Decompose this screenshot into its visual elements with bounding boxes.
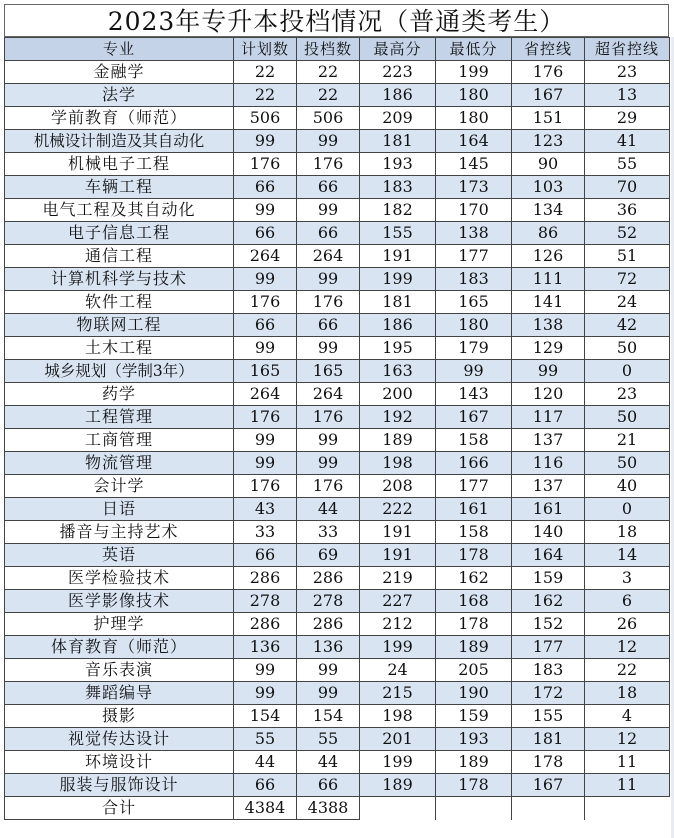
admitted-cell: 286 (297, 567, 360, 590)
control-line-cell: 172 (512, 682, 585, 705)
over-control-cell: 23 (585, 383, 670, 406)
max-score-cell: 192 (360, 406, 436, 429)
control-line-cell: 140 (512, 521, 585, 544)
table-row (5, 245, 670, 268)
over-control-cell: 22 (585, 659, 670, 682)
admitted-cell: 69 (297, 544, 360, 567)
max-score-cell: 209 (360, 107, 436, 130)
table-row (5, 751, 670, 774)
control-line-cell: 129 (512, 337, 585, 360)
major-cell: 物联网工程 (5, 314, 234, 337)
max-score-cell: 199 (360, 268, 436, 291)
total-empty-cell (512, 797, 585, 820)
admitted-cell: 286 (297, 613, 360, 636)
control-line-cell: 167 (512, 774, 585, 797)
max-score-cell: 227 (360, 590, 436, 613)
control-line-cell: 167 (512, 84, 585, 107)
control-line-cell: 151 (512, 107, 585, 130)
min-score-cell: 158 (436, 521, 512, 544)
over-control-cell: 4 (585, 705, 670, 728)
control-line-cell: 116 (512, 452, 585, 475)
min-score-cell: 180 (436, 84, 512, 107)
major-cell: 软件工程 (5, 291, 234, 314)
over-control-cell: 50 (585, 337, 670, 360)
admitted-cell: 99 (297, 337, 360, 360)
max-score-cell: 182 (360, 199, 436, 222)
control-line-cell: 138 (512, 314, 585, 337)
col-header-over-control: 超省控线 (585, 38, 670, 61)
over-control-cell: 29 (585, 107, 670, 130)
major-cell: 摄影 (5, 705, 234, 728)
major-cell: 城乡规划（学制3年） (5, 360, 234, 383)
plan-cell: 136 (234, 636, 297, 659)
max-score-cell: 201 (360, 728, 436, 751)
max-score-cell: 212 (360, 613, 436, 636)
control-line-cell: 178 (512, 751, 585, 774)
plan-cell: 176 (234, 291, 297, 314)
table-row (5, 475, 670, 498)
control-line-cell: 90 (512, 153, 585, 176)
control-line-cell: 137 (512, 475, 585, 498)
control-line-cell: 159 (512, 567, 585, 590)
admitted-cell: 66 (297, 774, 360, 797)
admitted-cell: 165 (297, 360, 360, 383)
min-score-cell: 138 (436, 222, 512, 245)
plan-cell: 43 (234, 498, 297, 521)
plan-cell: 66 (234, 314, 297, 337)
over-control-cell: 70 (585, 176, 670, 199)
over-control-cell: 11 (585, 774, 670, 797)
min-score-cell: 177 (436, 245, 512, 268)
table-row (5, 728, 670, 751)
admitted-cell: 33 (297, 521, 360, 544)
max-score-cell: 198 (360, 705, 436, 728)
min-score-cell: 99 (436, 360, 512, 383)
max-score-cell: 199 (360, 636, 436, 659)
major-cell: 服装与服饰设计 (5, 774, 234, 797)
min-score-cell: 177 (436, 475, 512, 498)
table-row (5, 153, 670, 176)
control-line-cell: 99 (512, 360, 585, 383)
min-score-cell: 143 (436, 383, 512, 406)
plan-cell: 286 (234, 613, 297, 636)
plan-cell: 99 (234, 337, 297, 360)
min-score-cell: 161 (436, 498, 512, 521)
max-score-cell: 189 (360, 429, 436, 452)
admitted-cell: 278 (297, 590, 360, 613)
table-body (5, 61, 670, 820)
major-cell: 工程管理 (5, 406, 234, 429)
admitted-cell: 99 (297, 452, 360, 475)
major-cell: 机械电子工程 (5, 153, 234, 176)
table-row (5, 199, 670, 222)
control-line-cell: 117 (512, 406, 585, 429)
over-control-cell: 6 (585, 590, 670, 613)
table-row (5, 774, 670, 797)
over-control-cell: 18 (585, 521, 670, 544)
min-score-cell: 179 (436, 337, 512, 360)
control-line-cell: 152 (512, 613, 585, 636)
control-line-cell: 162 (512, 590, 585, 613)
major-cell: 电子信息工程 (5, 222, 234, 245)
major-cell: 金融学 (5, 61, 234, 84)
plan-cell: 264 (234, 383, 297, 406)
header-row (5, 38, 670, 61)
over-control-cell: 13 (585, 84, 670, 107)
major-cell: 医学影像技术 (5, 590, 234, 613)
admitted-cell: 136 (297, 636, 360, 659)
max-score-cell: 186 (360, 84, 436, 107)
over-control-cell: 50 (585, 406, 670, 429)
major-cell: 学前教育（师范） (5, 107, 234, 130)
max-score-cell: 186 (360, 314, 436, 337)
major-cell: 视觉传达设计 (5, 728, 234, 751)
admitted-cell: 66 (297, 222, 360, 245)
over-control-cell: 0 (585, 498, 670, 521)
max-score-cell: 191 (360, 544, 436, 567)
table-row (5, 84, 670, 107)
max-score-cell: 193 (360, 153, 436, 176)
max-score-cell: 219 (360, 567, 436, 590)
admitted-cell: 99 (297, 659, 360, 682)
control-line-cell: 181 (512, 728, 585, 751)
plan-cell: 506 (234, 107, 297, 130)
major-cell: 法学 (5, 84, 234, 107)
admitted-cell: 506 (297, 107, 360, 130)
min-score-cell: 167 (436, 406, 512, 429)
major-cell: 音乐表演 (5, 659, 234, 682)
admitted-cell: 154 (297, 705, 360, 728)
col-header-max-score: 最高分 (360, 38, 436, 61)
plan-cell: 99 (234, 199, 297, 222)
min-score-cell: 162 (436, 567, 512, 590)
max-score-cell: 183 (360, 176, 436, 199)
over-control-cell: 11 (585, 751, 670, 774)
min-score-cell: 164 (436, 130, 512, 153)
min-score-cell: 180 (436, 107, 512, 130)
min-score-cell: 183 (436, 268, 512, 291)
admitted-cell: 66 (297, 314, 360, 337)
min-score-cell: 205 (436, 659, 512, 682)
over-control-cell: 55 (585, 153, 670, 176)
page-title: 2023年专升本投档情况（普通类考生） (4, 4, 669, 37)
control-line-cell: 120 (512, 383, 585, 406)
control-line-cell: 164 (512, 544, 585, 567)
max-score-cell: 200 (360, 383, 436, 406)
total-row (5, 797, 670, 820)
table-row (5, 590, 670, 613)
plan-cell: 176 (234, 153, 297, 176)
major-cell: 环境设计 (5, 751, 234, 774)
control-line-cell: 123 (512, 130, 585, 153)
max-score-cell: 189 (360, 774, 436, 797)
min-score-cell: 178 (436, 544, 512, 567)
major-cell: 电气工程及其自动化 (5, 199, 234, 222)
total-label: 合计 (5, 797, 234, 820)
plan-cell: 55 (234, 728, 297, 751)
table-row (5, 659, 670, 682)
over-control-cell: 42 (585, 314, 670, 337)
over-control-cell: 50 (585, 452, 670, 475)
control-line-cell: 177 (512, 636, 585, 659)
table-row (5, 291, 670, 314)
plan-cell: 99 (234, 130, 297, 153)
over-control-cell: 0 (585, 360, 670, 383)
admitted-cell: 176 (297, 291, 360, 314)
table-row (5, 636, 670, 659)
control-line-cell: 161 (512, 498, 585, 521)
major-cell: 车辆工程 (5, 176, 234, 199)
major-cell: 护理学 (5, 613, 234, 636)
admitted-cell: 264 (297, 245, 360, 268)
table-row (5, 337, 670, 360)
table-row (5, 406, 670, 429)
table-row (5, 314, 670, 337)
admitted-cell: 99 (297, 682, 360, 705)
max-score-cell: 181 (360, 291, 436, 314)
over-control-cell: 12 (585, 636, 670, 659)
over-control-cell: 12 (585, 728, 670, 751)
major-cell: 药学 (5, 383, 234, 406)
plan-cell: 66 (234, 222, 297, 245)
max-score-cell: 195 (360, 337, 436, 360)
table-row (5, 452, 670, 475)
control-line-cell: 111 (512, 268, 585, 291)
max-score-cell: 24 (360, 659, 436, 682)
table-row (5, 176, 670, 199)
control-line-cell: 86 (512, 222, 585, 245)
min-score-cell: 193 (436, 728, 512, 751)
table-row (5, 222, 670, 245)
control-line-cell: 183 (512, 659, 585, 682)
major-cell: 物流管理 (5, 452, 234, 475)
admitted-cell: 99 (297, 268, 360, 291)
max-score-cell: 208 (360, 475, 436, 498)
over-control-cell: 23 (585, 61, 670, 84)
col-header-plan: 计划数 (234, 38, 297, 61)
plan-cell: 66 (234, 544, 297, 567)
plan-cell: 33 (234, 521, 297, 544)
min-score-cell: 199 (436, 61, 512, 84)
over-control-cell: 41 (585, 130, 670, 153)
over-control-cell: 40 (585, 475, 670, 498)
over-control-cell: 24 (585, 291, 670, 314)
plan-cell: 22 (234, 61, 297, 84)
table-row (5, 107, 670, 130)
major-cell: 舞蹈编导 (5, 682, 234, 705)
total-empty-cell (585, 797, 670, 820)
admitted-cell: 22 (297, 84, 360, 107)
plan-cell: 99 (234, 682, 297, 705)
plan-cell: 99 (234, 659, 297, 682)
control-line-cell: 103 (512, 176, 585, 199)
over-control-cell: 52 (585, 222, 670, 245)
max-score-cell: 191 (360, 521, 436, 544)
over-control-cell: 26 (585, 613, 670, 636)
plan-cell: 66 (234, 176, 297, 199)
plan-cell: 278 (234, 590, 297, 613)
table-row (5, 682, 670, 705)
over-control-cell: 14 (585, 544, 670, 567)
admitted-cell: 99 (297, 199, 360, 222)
max-score-cell: 155 (360, 222, 436, 245)
admitted-cell: 44 (297, 751, 360, 774)
over-control-cell: 3 (585, 567, 670, 590)
over-control-cell: 18 (585, 682, 670, 705)
plan-cell: 154 (234, 705, 297, 728)
min-score-cell: 178 (436, 774, 512, 797)
min-score-cell: 159 (436, 705, 512, 728)
min-score-cell: 190 (436, 682, 512, 705)
table-row (5, 567, 670, 590)
major-cell: 机械设计制造及其自动化 (5, 130, 234, 153)
min-score-cell: 165 (436, 291, 512, 314)
plan-cell: 99 (234, 452, 297, 475)
total-empty-cell (436, 797, 512, 820)
max-score-cell: 163 (360, 360, 436, 383)
plan-cell: 264 (234, 245, 297, 268)
admitted-cell: 176 (297, 153, 360, 176)
table-row (5, 705, 670, 728)
table-row (5, 429, 670, 452)
major-cell: 播音与主持艺术 (5, 521, 234, 544)
admitted-cell: 176 (297, 475, 360, 498)
max-score-cell: 191 (360, 245, 436, 268)
major-cell: 日语 (5, 498, 234, 521)
min-score-cell: 170 (436, 199, 512, 222)
col-header-control-line: 省控线 (512, 38, 585, 61)
max-score-cell: 199 (360, 751, 436, 774)
over-control-cell: 72 (585, 268, 670, 291)
plan-cell: 99 (234, 429, 297, 452)
min-score-cell: 168 (436, 590, 512, 613)
min-score-cell: 180 (436, 314, 512, 337)
table-row (5, 544, 670, 567)
total-empty-cell (360, 797, 436, 820)
admitted-cell: 99 (297, 429, 360, 452)
major-cell: 通信工程 (5, 245, 234, 268)
min-score-cell: 145 (436, 153, 512, 176)
col-header-min-score: 最低分 (436, 38, 512, 61)
major-cell: 体育教育（师范） (5, 636, 234, 659)
table-row (5, 130, 670, 153)
max-score-cell: 222 (360, 498, 436, 521)
major-cell: 工商管理 (5, 429, 234, 452)
control-line-cell: 134 (512, 199, 585, 222)
min-score-cell: 178 (436, 613, 512, 636)
table-row (5, 613, 670, 636)
control-line-cell: 155 (512, 705, 585, 728)
col-header-major: 专业 (5, 38, 234, 61)
major-cell: 医学检验技术 (5, 567, 234, 590)
plan-cell: 99 (234, 268, 297, 291)
total-plan: 4384 (234, 797, 297, 820)
admitted-cell: 66 (297, 176, 360, 199)
table-row (5, 268, 670, 291)
min-score-cell: 158 (436, 429, 512, 452)
plan-cell: 165 (234, 360, 297, 383)
min-score-cell: 173 (436, 176, 512, 199)
admission-table (4, 37, 670, 820)
plan-cell: 176 (234, 475, 297, 498)
admitted-cell: 55 (297, 728, 360, 751)
major-cell: 土木工程 (5, 337, 234, 360)
max-score-cell: 198 (360, 452, 436, 475)
min-score-cell: 189 (436, 636, 512, 659)
control-line-cell: 141 (512, 291, 585, 314)
over-control-cell: 36 (585, 199, 670, 222)
admitted-cell: 44 (297, 498, 360, 521)
major-cell: 英语 (5, 544, 234, 567)
admitted-cell: 99 (297, 130, 360, 153)
major-cell: 会计学 (5, 475, 234, 498)
control-line-cell: 126 (512, 245, 585, 268)
plan-cell: 44 (234, 751, 297, 774)
table-row (5, 360, 670, 383)
plan-cell: 286 (234, 567, 297, 590)
control-line-cell: 137 (512, 429, 585, 452)
min-score-cell: 189 (436, 751, 512, 774)
max-score-cell: 223 (360, 61, 436, 84)
table-row (5, 498, 670, 521)
major-cell: 计算机科学与技术 (5, 268, 234, 291)
over-control-cell: 51 (585, 245, 670, 268)
min-score-cell: 166 (436, 452, 512, 475)
max-score-cell: 215 (360, 682, 436, 705)
admitted-cell: 22 (297, 61, 360, 84)
max-score-cell: 181 (360, 130, 436, 153)
control-line-cell: 176 (512, 61, 585, 84)
admitted-cell: 264 (297, 383, 360, 406)
plan-cell: 176 (234, 406, 297, 429)
table-row (5, 383, 670, 406)
table-row (5, 61, 670, 84)
total-admitted: 4388 (297, 797, 360, 820)
col-header-admitted: 投档数 (297, 38, 360, 61)
plan-cell: 22 (234, 84, 297, 107)
table-row (5, 521, 670, 544)
admitted-cell: 176 (297, 406, 360, 429)
plan-cell: 66 (234, 774, 297, 797)
over-control-cell: 21 (585, 429, 670, 452)
